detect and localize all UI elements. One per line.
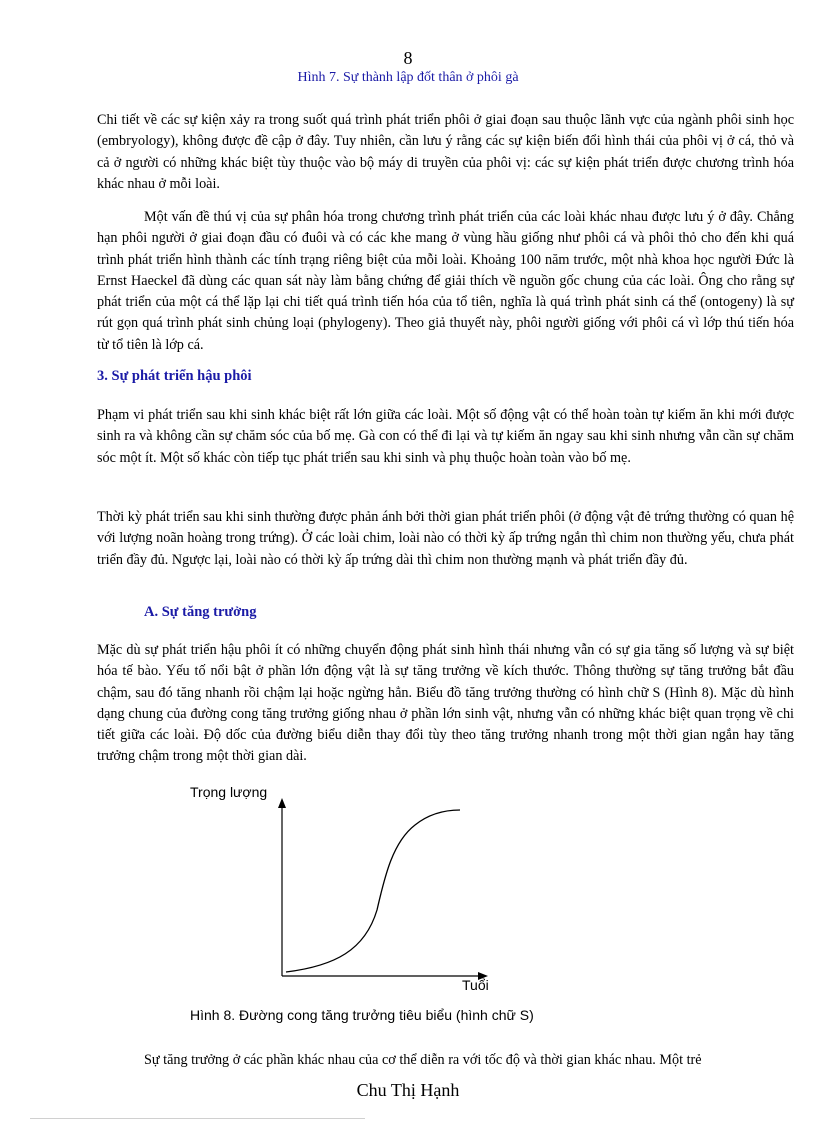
subsection-heading: A. Sự tăng trưởng [144, 604, 257, 620]
growth-curve-figure [185, 780, 585, 1030]
paragraph-2: Một vấn đề thú vị của sự phân hóa trong chương trình phát triển của các loài khác nhau được lưu ý ở đây. Chẳng hạn phôi người ở giai đoạn đầu có đuôi và có các khe mang ở vùng hầu giống như phôi cá và phôi thỏ cho đến khi quá trình phát triển hình thành các tính trạng riêng biệt của mỗi loài. Khoảng 100 năm trước, một nhà khoa học người Đức là Ernst Haeckel đã dùng các quan sát này làm bằng chứng để giải thích về nguồn gốc chung của các loài. Ông cho rằng sự phát triển của một cá thể lặp lại chi tiết quá trình tiến hóa của tổ tiên, nghĩa là quá trình phát sinh cá thể (ontogeny) là sự rút gọn quá trình phát sinh chủng loại (phylogeny). Theo giả thuyết này, phôi người giống với phôi cá vì lớp thú tiến hóa từ tổ tiên là lớp cá. [97, 209, 794, 353]
section-heading: 3. Sự phát triển hậu phôi [97, 368, 252, 384]
figure8-caption: Hình 8. Đường cong tăng trưởng tiêu biểu (hình chữ S) [190, 1007, 534, 1023]
y-axis-arrow [278, 798, 286, 808]
x-axis-label: Tuổi [462, 977, 489, 993]
y-axis-label: Trọng lượng [190, 784, 268, 800]
figure7-caption: Hình 7. Sự thành lập đốt thân ở phôi gà [297, 70, 519, 85]
paragraph-1: Chi tiết về các sự kiện xảy ra trong suốt quá trình phát triển phôi ở giai đoạn sau thuộc lãnh vực của ngành phôi sinh học (embryology), không được đề cập ở đây. Tuy nhiên, cần lưu ý rằng các sự kiện biến đổi hình thái của phôi vị ở cá, thỏ và cả ở người có những khác biệt tùy thuộc vào bộ máy di truyền của phôi vị: các sự kiện phát triển được chương trình hóa khác nhau ở mỗi loài. [97, 112, 794, 192]
growth-curve-chart [185, 780, 585, 1005]
paragraph-3: Phạm vi phát triển sau khi sinh khác biệt rất lớn giữa các loài. Một số động vật có thể hoàn toàn tự kiếm ăn khi mới được sinh ra và không cần sự chăm sóc của bố mẹ. Gà con có thể đi lại và tự kiếm ăn ngay sau khi sinh nhưng vẫn cần sự chăm sóc một ít. Một số khác còn tiếp tục phát triển sau khi sinh và phụ thuộc hoàn toàn vào bố mẹ. [97, 407, 794, 466]
footer-divider [30, 1118, 365, 1119]
s-curve [286, 810, 460, 972]
author-name: Chu Thị Hạnh [356, 1080, 460, 1100]
paragraph-4: Thời kỳ phát triển sau khi sinh thường được phản ánh bởi thời gian phát triển phôi (ở động vật đẻ trứng thường có quan hệ với lượng noãn hoàng trong trứng). Ở các loài chim, loài nào có thời kỳ ấp trứng ngắn thì chim non thường yếu, chưa phát triển đầy đủ. Ngược lại, loài nào có thời kỳ ấp trứng dài thì chim non thường mạnh và phát triển đầy đủ. [97, 509, 794, 568]
paragraph-6: Sự tăng trưởng ở các phần khác nhau của cơ thể diễn ra với tốc độ và thời gian khác nhau. Một trẻ [144, 1052, 702, 1068]
page-number: 8 [403, 48, 413, 68]
paragraph-5: Mặc dù sự phát triển hậu phôi ít có những chuyển động phát sinh hình thái nhưng vẫn có sự gia tăng số lượng và sự biệt hóa tế bào. Yếu tố nổi bật ở phần lớn động vật là sự tăng trưởng về kích thước. Thông thường sự tăng trưởng bắt đầu chậm, sau đó tăng nhanh rồi chậm lại hoặc ngừng hẳn. Biểu đồ tăng trưởng thường có hình chữ S (Hình 8). Mặc dù hình dạng chung của đường cong tăng trưởng giống nhau ở phần lớn sinh vật, nhưng vẫn có những khác biệt quan trọng về chi tiết giữa các loài. Độ dốc của đường biểu diễn thay đổi tùy theo tăng trưởng nhanh trong một thời gian ngắn hay tăng trưởng chậm trong một thời gian dài. [97, 642, 794, 765]
